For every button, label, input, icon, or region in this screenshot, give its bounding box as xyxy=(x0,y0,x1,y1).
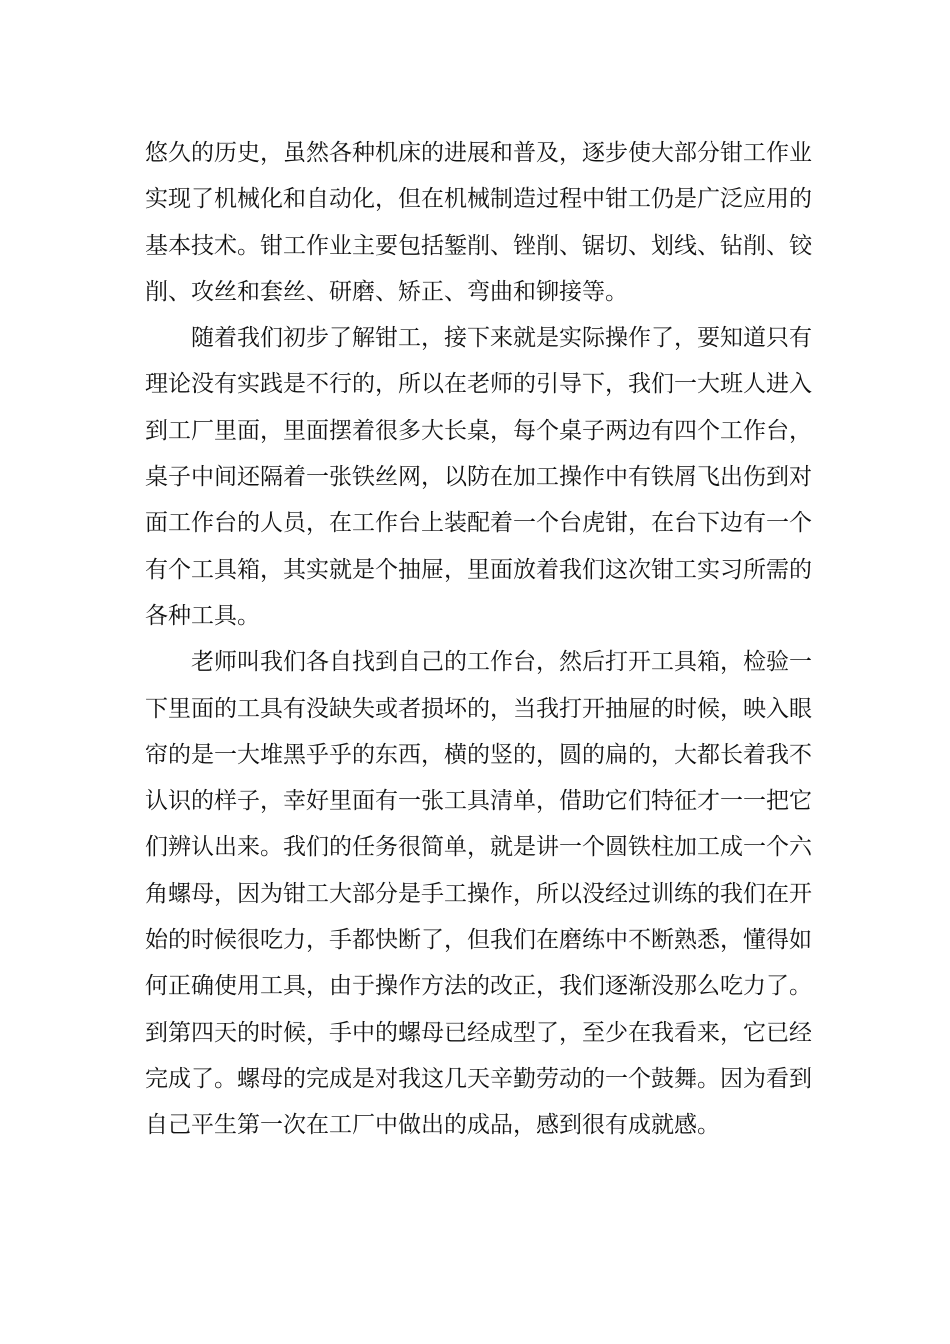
paragraph-2 xyxy=(145,315,812,639)
text-line: 何正确使用工具，由于操作方法的改正，我们逐渐没那么吃力了。 xyxy=(145,973,812,1000)
text-line: 们辨认出来。我们的任务很简单，就是讲一个圆铁柱加工成一个六 xyxy=(145,834,812,861)
text-line: 自己平生第一次在工厂中做出的成品，感到很有成就感。 xyxy=(145,1112,720,1139)
text-line: 认识的样子，幸好里面有一张工具清单，借助它们特征才一一把它 xyxy=(145,788,812,815)
text-line: 有个工具箱，其实就是个抽屉，里面放着我们这次钳工实习所需的 xyxy=(145,556,812,583)
text-line: 到工厂里面，里面摆着很多大长桌，每个桌子两边有四个工作台， xyxy=(145,417,812,444)
text-line: 桌子中间还隔着一张铁丝网，以防在加工操作中有铁屑飞出伤到对 xyxy=(145,464,812,491)
text-line: 帘的是一大堆黑乎乎的东西，横的竖的，圆的扁的，大都长着我不 xyxy=(145,741,812,768)
text-line: 到第四天的时候，手中的螺母已经成型了，至少在我看来，它已经 xyxy=(145,1019,812,1046)
text-line: 始的时候很吃力，手都快断了，但我们在磨练中不断熟悉，懂得如 xyxy=(145,927,812,954)
text-line: 各种工具。 xyxy=(145,602,260,629)
text-line: 基本技术。钳工作业主要包括錾削、锉削、锯切、划线、钻削、铰 xyxy=(145,232,812,259)
text-line: 悠久的历史，虽然各种机床的进展和普及，逐步使大部分钳工作业 xyxy=(145,140,812,166)
text-line: 面工作台的人员，在工作台上装配着一个台虎钳，在台下边有一个 xyxy=(145,510,812,537)
text-line: 下里面的工具有没缺失或者损坏的，当我打开抽屉的时候，映入眼 xyxy=(145,695,812,722)
paragraph-1 xyxy=(145,130,812,315)
text-line: 削、攻丝和套丝、研磨、矫正、弯曲和铆接等。 xyxy=(145,278,628,305)
text-line: 理论没有实践是不行的，所以在老师的引导下，我们一大班人进入 xyxy=(145,371,812,398)
paragraph-3 xyxy=(145,639,812,1148)
text-line: 角螺母，因为钳工大部分是手工操作，所以没经过训练的我们在开 xyxy=(145,880,812,907)
text-line: 完成了。螺母的完成是对我这几天辛勤劳动的一个鼓舞。因为看到 xyxy=(145,1065,812,1092)
text-line: 实现了机械化和自动化，但在机械制造过程中钳工仍是广泛应用的 xyxy=(145,186,812,213)
body-text xyxy=(145,130,812,1149)
text-line: 随着我们初步了解钳工，接下来就是实际操作了，要知道只有 xyxy=(191,325,812,352)
text-line: 老师叫我们各自找到自己的工作台，然后打开工具箱，检验一 xyxy=(191,649,812,676)
